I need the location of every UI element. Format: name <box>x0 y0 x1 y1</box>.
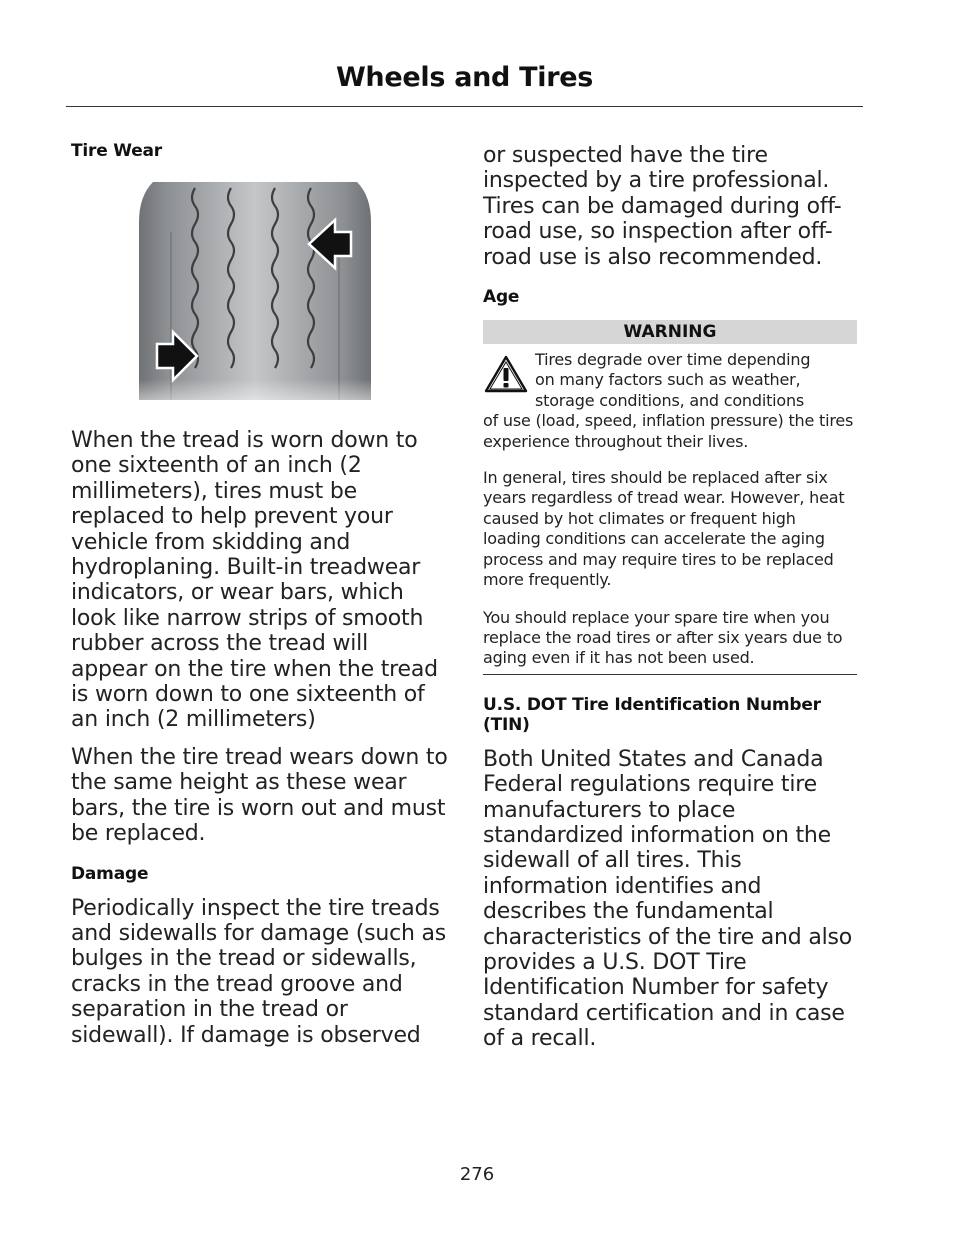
warning-label: WARNING <box>483 320 857 344</box>
spare-paragraph: You should replace your spare tire when you replace the road tires or after six years due to aging even if it has not been used. <box>483 608 857 675</box>
page-header <box>66 58 863 107</box>
page-title: Wheels and Tires <box>335 62 594 93</box>
tread-paragraph: When the tread is worn down to one sixteenth of an inch (2 millimeters), tires must be replaced to help prevent your vehicle from skidding and hydroplaning. Built-in treadwear indicators, or wear bars, which look like narrow strips of smooth rubber across the tread will appear on the tire when the tread is worn down to one sixteenth of an inch (2 millimeters) <box>71 428 438 733</box>
warning-triangle-icon <box>483 354 529 394</box>
general-paragraph: In general, tires should be replaced after six years regardless of tread wear. However, heat caused by hot climates or frequent high loading conditions can accelerate the aging process and may require tires to be replaced more frequently. <box>483 468 845 590</box>
left-column <box>71 140 449 1048</box>
wear-bars-paragraph: When the tire tread wears down to the same height as these wear bars, the tire is worn out and must be replaced. <box>71 744 448 847</box>
tin-heading: U.S. DOT Tire Identification Number (TIN) <box>483 694 821 735</box>
age-heading: Age <box>483 287 520 308</box>
warning-body <box>483 350 857 452</box>
tin-paragraph: Both United States and Canada Federal regulations require tire manufacturers to place standardized information on the sidewall of all tires. This information identifies and describes the fundamental characteristics of the tire and also provides a U.S. DOT Tire Identification Number for safety standard certification and in case of a recall. <box>483 746 853 1052</box>
tire-tread-illustration <box>135 182 375 414</box>
warning-line: on many factors such as weather, <box>535 370 801 390</box>
warning-line: storage conditions, and conditions <box>535 390 805 410</box>
warning-text-rest: of use (load, speed, inflation pressure) the tires experience throughout their lives. <box>483 411 854 451</box>
warning-box <box>483 320 857 452</box>
damage-heading: Damage <box>71 863 149 884</box>
continued-paragraph: or suspected have the tire inspected by a tire professional. Tires can be damaged during off-road use, so inspection after off-road use is also recommended. <box>483 143 842 270</box>
warning-line: Tires degrade over time depending <box>535 350 811 370</box>
damage-paragraph: Periodically inspect the tire treads and sidewalls for damage (such as bulges in the tread or sidewalls, cracks in the tread groove and separation in the tread or sidewall). If damage is observed <box>71 895 447 1048</box>
right-column <box>483 143 857 1052</box>
tire-wear-heading: Tire Wear <box>71 141 162 161</box>
page-number: 276 <box>459 1164 495 1185</box>
